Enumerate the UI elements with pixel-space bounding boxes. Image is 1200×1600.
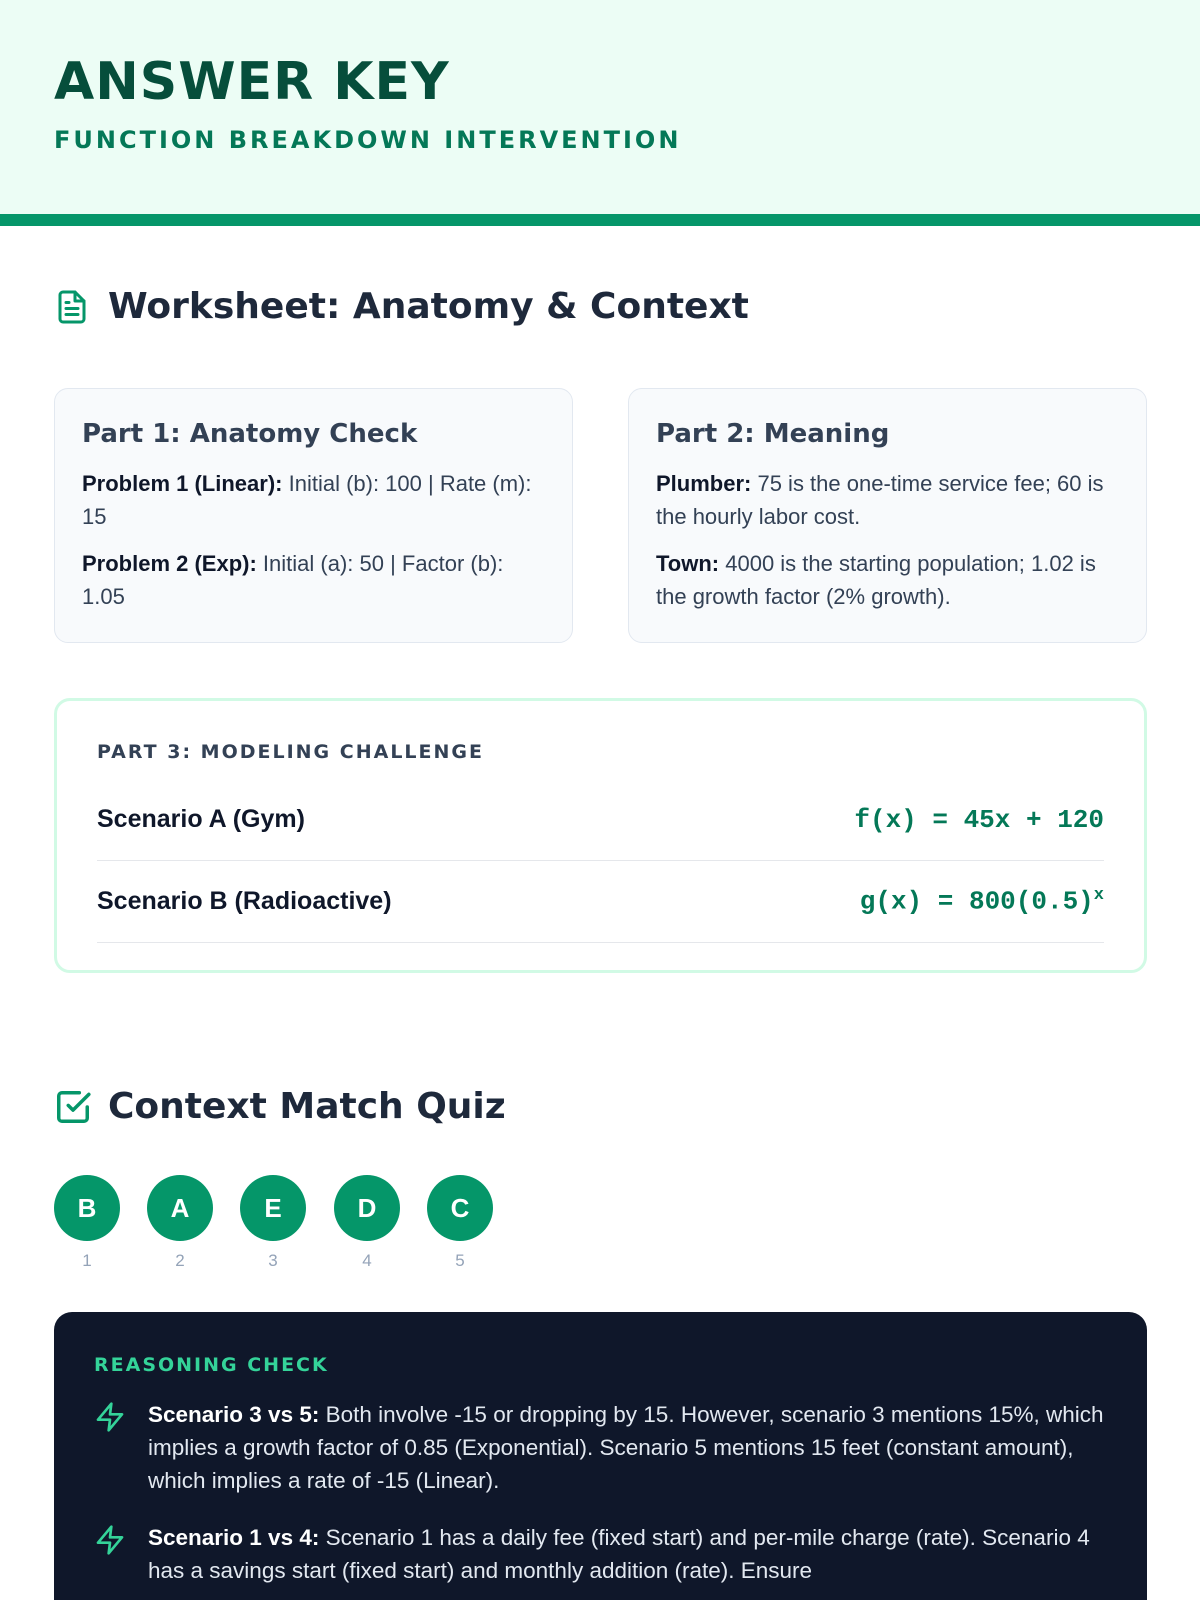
quiz-answer-letter: E — [240, 1175, 306, 1241]
worksheet-heading — [54, 286, 749, 327]
scenario-b-formula-text: g(x) = 800(0.5) — [859, 886, 1094, 917]
reasoning-item — [94, 1521, 1107, 1587]
lightning-icon — [94, 1521, 148, 1587]
quiz-answer-letter: D — [334, 1175, 400, 1241]
part1-problem1-text: Initial (b): 100 | Rate (m): 15 — [82, 471, 532, 529]
quiz-answer-number: 3 — [268, 1251, 278, 1270]
scenario-a-formula — [854, 805, 1104, 835]
part1-problem2 — [82, 547, 545, 613]
part2-card — [628, 388, 1147, 643]
reasoning-item-label: Scenario 3 vs 5: — [148, 1402, 320, 1427]
quiz-answer — [427, 1175, 493, 1271]
scenario-a-formula-text: f(x) = 45x + 120 — [854, 804, 1104, 835]
part2-town-label: Town: — [656, 551, 720, 576]
part1-card — [54, 388, 573, 643]
model-row — [97, 779, 1104, 861]
quiz-answer-number: 2 — [175, 1251, 185, 1270]
checkbox-icon — [54, 1087, 94, 1127]
part2-town — [656, 547, 1119, 613]
quiz-answer-letter: B — [54, 1175, 120, 1241]
part2-plumber-text: 75 is the one-time service fee; 60 is the hourly labor cost. — [656, 471, 1104, 529]
quiz-answer-number: 1 — [82, 1251, 92, 1270]
scenario-b-name: Scenario B (Radioactive) — [97, 887, 392, 915]
reasoning-check-panel — [54, 1312, 1147, 1600]
quiz-answer — [334, 1175, 400, 1271]
part1-problem2-label: Problem 2 (Exp): — [82, 551, 257, 576]
scenario-a-name: Scenario A (Gym) — [97, 805, 305, 833]
reasoning-check-caption: REASONING CHECK — [94, 1354, 329, 1376]
part1-problem2-text: Initial (a): 50 | Factor (b): 1.05 — [82, 551, 504, 609]
page-title: ANSWER KEY — [54, 52, 450, 112]
part2-town-text: 4000 is the starting population; 1.02 is the growth factor (2% growth). — [656, 551, 1096, 609]
reasoning-item — [94, 1398, 1107, 1497]
quiz-heading — [54, 1086, 506, 1127]
scenario-b-exponent: x — [1093, 886, 1104, 906]
reasoning-item-label: Scenario 1 vs 4: — [148, 1525, 320, 1550]
part2-title: Part 2: Meaning — [656, 419, 890, 449]
quiz-heading-label: Context Match Quiz — [108, 1086, 506, 1127]
quiz-answer-letter: A — [147, 1175, 213, 1241]
quiz-answer-letter: C — [427, 1175, 493, 1241]
part2-plumber-label: Plumber: — [656, 471, 752, 496]
modeling-challenge-caption: PART 3: MODELING CHALLENGE — [97, 741, 484, 763]
quiz-answer — [147, 1175, 213, 1271]
reasoning-item-text — [148, 1521, 1107, 1587]
quiz-answer — [54, 1175, 120, 1271]
reasoning-item-body: Both involve -15 or dropping by 15. However, scenario 3 mentions 15%, which implies a growth factor of 0.85 (Exponential). Scenario 5 mentions 15 feet (constant amount), which implies a rate of -15 (Linear). — [148, 1402, 1104, 1493]
part2-plumber — [656, 467, 1119, 533]
part1-title: Part 1: Anatomy Check — [82, 419, 418, 449]
document-icon — [54, 287, 94, 327]
model-row — [97, 861, 1104, 943]
header-banner — [0, 0, 1200, 214]
reasoning-item-body: Scenario 1 has a daily fee (fixed start) and per-mile charge (rate). Scenario 4 has a savings start (fixed start) and monthly addition (rate). Ensure — [148, 1525, 1090, 1583]
quiz-answer — [240, 1175, 306, 1271]
part1-problem1 — [82, 467, 545, 533]
modeling-challenge-box — [54, 698, 1147, 973]
reasoning-item-text — [148, 1398, 1107, 1497]
header-divider — [0, 214, 1200, 226]
scenario-b-formula — [860, 886, 1104, 917]
quiz-answer-number: 5 — [455, 1251, 465, 1270]
page-subtitle: FUNCTION BREAKDOWN INTERVENTION — [54, 126, 682, 154]
quiz-answer-number: 4 — [362, 1251, 372, 1270]
worksheet-heading-label: Worksheet: Anatomy & Context — [108, 286, 749, 327]
lightning-icon — [94, 1398, 148, 1497]
part1-problem1-label: Problem 1 (Linear): — [82, 471, 283, 496]
